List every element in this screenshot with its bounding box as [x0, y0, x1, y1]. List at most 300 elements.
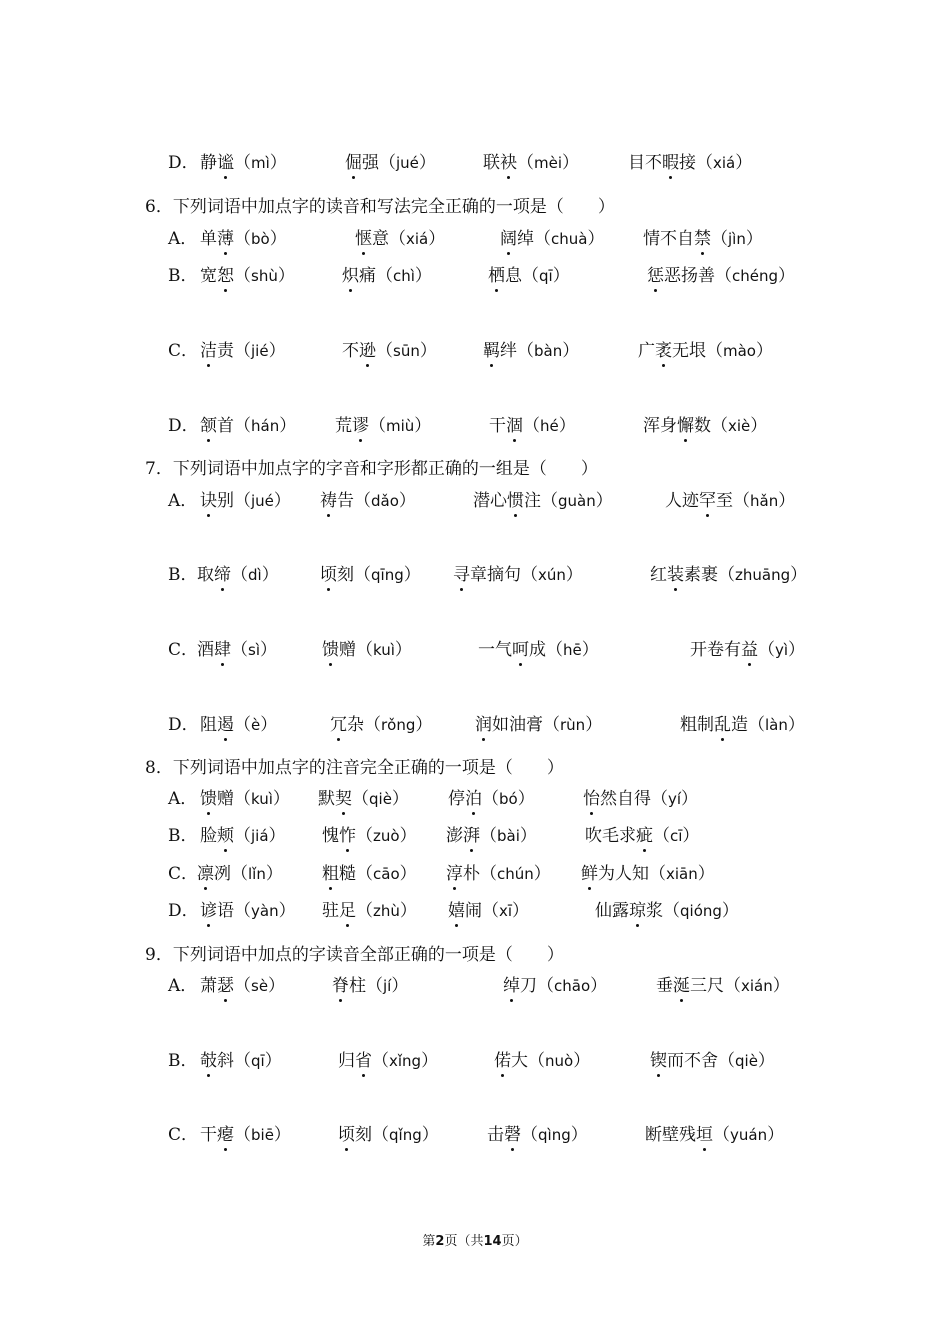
pinyin: mèi: [534, 154, 563, 172]
paren: ）: [573, 1051, 591, 1071]
option-word: [645, 1124, 784, 1146]
word-text: 联: [483, 153, 500, 173]
dotted-char: 禁: [694, 229, 711, 249]
pinyin: mào: [723, 342, 756, 360]
paren: ）: [552, 266, 570, 286]
pinyin: shù: [251, 267, 278, 285]
paren: ）: [778, 266, 796, 286]
dotted-char: 逊: [359, 341, 376, 361]
option-word: [488, 265, 570, 287]
dotted-char: 肆: [214, 640, 231, 660]
paren: （: [356, 864, 373, 884]
paren: ）: [421, 1125, 439, 1145]
paren: （: [724, 976, 741, 996]
dotted-char: 顷: [320, 565, 337, 585]
pinyin: qīng: [371, 566, 404, 584]
dotted-char: 鲜: [581, 864, 598, 884]
pinyin: yuán: [730, 1126, 768, 1144]
paren: （: [653, 826, 670, 846]
option-word: [200, 825, 286, 847]
dotted-char: 呵: [512, 640, 529, 660]
paren: ）: [414, 416, 432, 436]
paren: （: [234, 416, 251, 436]
paren: ）: [399, 901, 417, 921]
pinyin: qiè: [735, 1052, 758, 1070]
word-text: 干: [200, 1125, 217, 1145]
paren: （: [234, 266, 251, 286]
word-text: 目不: [628, 153, 662, 173]
paren: ）: [565, 565, 583, 585]
dotted-char: 湃: [463, 826, 480, 846]
paren: （: [523, 416, 540, 436]
pinyin: chì: [393, 267, 415, 285]
option-label: D．: [168, 416, 199, 436]
paren: ）: [403, 565, 421, 585]
dotted-char: 省: [355, 1051, 372, 1071]
paren: （: [231, 565, 248, 585]
paren: ）: [735, 153, 753, 173]
pinyin: sì: [248, 641, 260, 659]
word-text: 为人知: [598, 864, 649, 884]
paren: （: [389, 229, 406, 249]
paren: （: [546, 640, 563, 660]
paren: （: [649, 864, 666, 884]
word-text: 接: [679, 153, 696, 173]
paren: （: [234, 715, 251, 735]
paren: （: [234, 341, 251, 361]
option-word: [638, 340, 773, 362]
paren: ）: [562, 341, 580, 361]
paren: （: [543, 715, 560, 735]
word-text: 息: [505, 266, 522, 286]
question-stem: 6．下列词语中加点字的读音和写法完全正确的一项是（ ）: [145, 197, 615, 217]
option-label: B．: [168, 565, 198, 585]
paren: （: [356, 640, 373, 660]
option-word: [200, 265, 295, 287]
footer-text: 页）: [501, 1234, 528, 1249]
word-text: 责: [217, 341, 234, 361]
option-word: [332, 975, 408, 997]
word-text: 停: [448, 789, 465, 809]
pinyin: xián: [741, 977, 773, 995]
word-text: 情不自: [643, 229, 694, 249]
word-text: 闹: [465, 901, 482, 921]
pinyin: zuò: [373, 827, 400, 845]
paren: ）: [778, 491, 796, 511]
pinyin: rùn: [560, 716, 586, 734]
dotted-char: 阔: [500, 229, 517, 249]
paren: ）: [585, 715, 603, 735]
paren: （: [522, 266, 539, 286]
dotted-char: 攲: [200, 1051, 217, 1071]
pinyin: xiè: [728, 417, 751, 435]
word-text: 冽: [214, 864, 231, 884]
dotted-char: 栖: [488, 266, 505, 286]
paren: ）: [269, 229, 287, 249]
paren: ）: [587, 229, 605, 249]
footer-text: 第: [422, 1234, 436, 1249]
word-text: 酒: [197, 640, 214, 660]
dotted-char: 炽: [342, 266, 359, 286]
option-word: [475, 714, 602, 736]
paren: ）: [767, 1125, 785, 1145]
word-text: 朴: [463, 864, 480, 884]
dotted-char: 羁: [483, 341, 500, 361]
dotted-char: 袤: [655, 341, 672, 361]
word-text: 恶扬善: [664, 266, 715, 286]
dotted-char: 洁: [200, 341, 217, 361]
pinyin: yì: [775, 641, 789, 659]
paren: （: [733, 491, 750, 511]
paren: （: [748, 715, 765, 735]
paren: ）: [533, 864, 551, 884]
paren: ）: [391, 976, 409, 996]
option-word: [483, 340, 579, 362]
pinyin: yàn: [251, 902, 279, 920]
dotted-char: 惩: [647, 266, 664, 286]
option-word: [650, 564, 807, 586]
word-text: 造: [731, 715, 748, 735]
dotted-char: 垣: [696, 1125, 713, 1145]
word-text: 广: [638, 341, 655, 361]
paren: ）: [268, 341, 286, 361]
option-word: [643, 415, 767, 437]
pinyin: biē: [251, 1126, 274, 1144]
paren: ）: [264, 1051, 282, 1071]
paren: （: [372, 1125, 389, 1145]
pinyin: kuì: [251, 790, 273, 808]
dotted-char: 锲: [650, 1051, 667, 1071]
option-label: C．: [168, 864, 199, 884]
pinyin: yí: [668, 790, 682, 808]
word-text: 红: [650, 565, 667, 585]
paren: （: [234, 976, 251, 996]
dotted-char: 脊: [332, 976, 349, 996]
question-stem: 9．下列词语中加点的字读音全部正确的一项是（ ）: [145, 945, 564, 965]
pinyin: rǒng: [381, 716, 416, 734]
pinyin: zhù: [373, 902, 400, 920]
option-label: C．: [168, 1125, 199, 1145]
paren: ）: [415, 715, 433, 735]
paren: （: [231, 864, 248, 884]
paren: （: [706, 341, 723, 361]
paren: ）: [519, 826, 537, 846]
paren: ）: [273, 491, 291, 511]
pinyin: mì: [251, 154, 270, 172]
option-word: [453, 564, 583, 586]
dotted-char: 暇: [662, 153, 679, 173]
word-text: 取: [197, 565, 214, 585]
word-text: 垂: [656, 976, 673, 996]
pinyin: làn: [765, 716, 788, 734]
paren: ）: [278, 901, 296, 921]
paren: ）: [558, 416, 576, 436]
option-word: [197, 639, 277, 661]
dotted-char: 遏: [217, 715, 234, 735]
paren: （: [234, 491, 251, 511]
paren: （: [521, 565, 538, 585]
dotted-char: 凛: [197, 864, 214, 884]
word-text: 告: [337, 491, 354, 511]
paren: （: [758, 640, 775, 660]
paren: （: [651, 789, 668, 809]
dotted-char: 祷: [320, 491, 337, 511]
dotted-char: 罕: [699, 491, 716, 511]
paren: ）: [421, 1051, 439, 1071]
option-word: [318, 788, 409, 810]
paren: （: [366, 976, 383, 996]
option-word: [335, 415, 431, 437]
option-word: [355, 228, 445, 250]
word-text: 脸: [200, 826, 217, 846]
paren: （: [234, 789, 251, 809]
word-text: 柱: [349, 976, 366, 996]
dotted-char: 足: [339, 901, 356, 921]
option-word: [330, 714, 432, 736]
paren: ）: [790, 565, 808, 585]
paren: （: [718, 565, 735, 585]
paren: （: [528, 1051, 545, 1071]
pinyin: jí: [383, 977, 392, 995]
option-word: [342, 265, 432, 287]
word-text: 意: [372, 229, 389, 249]
pinyin: nuò: [545, 1052, 574, 1070]
word-text: 归: [338, 1051, 355, 1071]
pinyin: cī: [670, 827, 683, 845]
option-label: A．: [168, 976, 198, 996]
option-label: D．: [168, 715, 199, 735]
pinyin: zhuāng: [735, 566, 791, 584]
dotted-char: 瘪: [217, 1125, 234, 1145]
pinyin: chuà: [551, 230, 588, 248]
word-text: 别: [217, 491, 234, 511]
option-word: [585, 825, 699, 847]
paren: ）: [581, 640, 599, 660]
paren: ）: [391, 789, 409, 809]
option-word: [583, 788, 698, 810]
pinyin: miù: [386, 417, 415, 435]
pinyin: qī: [251, 1052, 265, 1070]
dotted-char: 馈: [200, 789, 217, 809]
paren: ）: [261, 565, 279, 585]
option-word: [448, 900, 529, 922]
dotted-char: 泊: [465, 789, 482, 809]
pinyin: jié: [251, 342, 269, 360]
dotted-char: 懈: [677, 416, 694, 436]
option-label: D．: [168, 901, 199, 921]
page-number: 2: [435, 1234, 445, 1249]
paren: ）: [268, 976, 286, 996]
option-word: [345, 152, 436, 174]
dotted-char: 缔: [214, 565, 231, 585]
pinyin: chāo: [554, 977, 591, 995]
pinyin: dǎo: [371, 492, 399, 510]
paren: （: [517, 153, 534, 173]
dotted-char: 颔: [200, 416, 217, 436]
pinyin: sūn: [393, 342, 420, 360]
word-text: 无垠: [672, 341, 706, 361]
paren: ）: [772, 976, 790, 996]
paren: ）: [277, 266, 295, 286]
option-word: [628, 152, 752, 174]
paren: （: [711, 416, 728, 436]
word-text: 荒: [335, 416, 352, 436]
word-text: 愧: [322, 826, 339, 846]
pinyin: xiá: [406, 230, 429, 248]
dotted-char: 益: [741, 640, 758, 660]
option-label: A．: [168, 789, 198, 809]
option-word: [338, 1050, 438, 1072]
word-text: 而不舍: [667, 1051, 718, 1071]
dotted-char: 薄: [217, 229, 234, 249]
dotted-char: 冗: [330, 715, 347, 735]
option-word: [200, 1124, 291, 1146]
dotted-char: 瑟: [217, 976, 234, 996]
paren: ）: [268, 826, 286, 846]
paren: ）: [512, 901, 530, 921]
paren: ）: [562, 153, 580, 173]
paren: ）: [399, 826, 417, 846]
dotted-char: 怍: [339, 826, 356, 846]
option-word: [448, 788, 535, 810]
option-word: [690, 639, 805, 661]
paren: ）: [755, 341, 773, 361]
pinyin: dì: [248, 566, 262, 584]
option-word: [647, 265, 795, 287]
pinyin: bó: [499, 790, 518, 808]
paren: ）: [394, 640, 412, 660]
paren: ）: [273, 1125, 291, 1145]
page-total: 14: [483, 1234, 502, 1249]
dotted-char: 恕: [217, 266, 234, 286]
option-word: [322, 900, 417, 922]
dotted-char: 偌: [494, 1051, 511, 1071]
option-word: [197, 863, 283, 885]
option-word: [338, 1124, 439, 1146]
dotted-char: 粗: [322, 864, 339, 884]
paren: （: [231, 640, 248, 660]
paren: ）: [398, 491, 416, 511]
dotted-char: 疵: [636, 826, 653, 846]
pinyin: chún: [497, 865, 534, 883]
paren: （: [713, 1125, 730, 1145]
paren: （: [352, 789, 369, 809]
word-text: 然自得: [600, 789, 651, 809]
paren: ）: [590, 976, 608, 996]
dotted-char: 淳: [446, 864, 463, 884]
paren: （: [372, 1051, 389, 1071]
word-text: 人迹: [665, 491, 699, 511]
dotted-char: 绰: [503, 976, 520, 996]
pinyin: xún: [538, 566, 566, 584]
option-word: [650, 1050, 775, 1072]
pinyin: jìn: [728, 230, 746, 248]
pinyin: hé: [540, 417, 559, 435]
option-word: [200, 152, 287, 174]
word-text: 强: [362, 153, 379, 173]
dotted-char: 惯: [507, 491, 524, 511]
word-text: 干: [489, 416, 506, 436]
paren: （: [356, 826, 373, 846]
option-word: [446, 863, 551, 885]
footer-text: 页（共: [444, 1234, 484, 1249]
pinyin: jiá: [251, 827, 269, 845]
word-text: 数: [694, 416, 711, 436]
pinyin: cāo: [373, 865, 400, 883]
pinyin: qióng: [680, 902, 722, 920]
paren: ）: [414, 266, 432, 286]
dotted-char: 顷: [338, 1125, 355, 1145]
word-text: 如油膏: [492, 715, 543, 735]
option-word: [322, 863, 417, 885]
option-label: B．: [168, 1051, 198, 1071]
pinyin: chéng: [732, 267, 779, 285]
word-text: 大: [511, 1051, 528, 1071]
option-label: B．: [168, 826, 198, 846]
option-word: [200, 900, 296, 922]
word-text: 刻: [355, 1125, 372, 1145]
word-text: 绰: [517, 229, 534, 249]
word-text: 糙: [339, 864, 356, 884]
word-text: 仙露: [595, 901, 629, 921]
dotted-char: 契: [335, 789, 352, 809]
word-text: 注: [524, 491, 541, 511]
word-text: 单: [200, 229, 217, 249]
word-text: 至: [716, 491, 733, 511]
option-word: [656, 975, 790, 997]
option-word: [483, 152, 579, 174]
option-label: A．: [168, 491, 198, 511]
dotted-char: 惬: [355, 229, 372, 249]
option-word: [473, 490, 613, 512]
dotted-char: 涸: [506, 416, 523, 436]
option-word: [494, 1050, 590, 1072]
dotted-char: 嬉: [448, 901, 465, 921]
paren: （: [521, 1125, 538, 1145]
paren: （: [663, 901, 680, 921]
word-text: 驻: [322, 901, 339, 921]
dotted-char: 寻: [453, 565, 470, 585]
word-text: 开卷有: [690, 640, 741, 660]
word-text: 斜: [217, 1051, 234, 1071]
question-stem: 7．下列词语中加点字的字音和字形都正确的一组是（ ）: [145, 459, 598, 479]
paren: （: [480, 864, 497, 884]
paren: （: [718, 1051, 735, 1071]
word-text: 刻: [337, 565, 354, 585]
dotted-char: 涎: [673, 976, 690, 996]
word-text: 一气: [478, 640, 512, 660]
paren: ）: [745, 229, 763, 249]
word-text: 萧: [200, 976, 217, 996]
dotted-char: 袂: [500, 153, 517, 173]
paren: ）: [265, 864, 283, 884]
pinyin: xǐng: [389, 1052, 422, 1070]
dotted-char: 谚: [200, 901, 217, 921]
option-word: [581, 863, 715, 885]
paren: （: [715, 266, 732, 286]
word-text: 杂: [347, 715, 364, 735]
dotted-char: 馈: [322, 640, 339, 660]
option-word: [665, 490, 795, 512]
dotted-char: 谧: [217, 153, 234, 173]
pinyin: qǐng: [389, 1126, 422, 1144]
paren: （: [234, 153, 251, 173]
paren: （: [234, 901, 251, 921]
paren: （: [234, 826, 251, 846]
pinyin: bò: [251, 230, 270, 248]
paren: ）: [517, 789, 535, 809]
paren: ）: [788, 640, 806, 660]
